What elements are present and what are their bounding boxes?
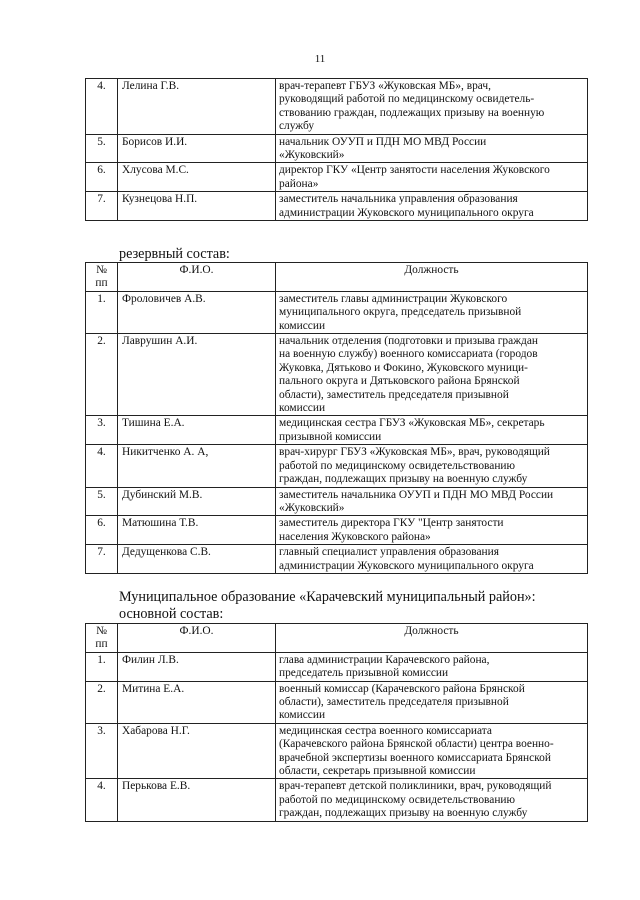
person-name: Хабарова Н.Г.: [118, 723, 276, 779]
table-row: [86, 192, 588, 221]
reserve-table: [85, 262, 588, 574]
position-line: службу: [279, 120, 315, 133]
position-line: Жуковка, Дятьково и Фокино, Жуковского муници-: [279, 361, 528, 374]
position-line: комиссии: [279, 319, 326, 332]
position-line: области), заместитель председателя призывной: [279, 696, 509, 709]
members-table-continued: [85, 78, 588, 221]
row-number: 1.: [86, 291, 118, 333]
table-header-row: [86, 263, 588, 292]
table-row: [86, 291, 588, 333]
position-line: населения Жуковского района»: [279, 530, 431, 543]
table-row: [86, 445, 588, 487]
row-number: 3.: [86, 416, 118, 445]
reserve-section-label: резервный состав:: [119, 246, 230, 262]
table-row: [86, 723, 588, 779]
row-number: 6.: [86, 163, 118, 192]
table-row: [86, 79, 588, 135]
position-line: пального округа и Дятьковского района Брянской: [279, 375, 520, 388]
position-cell: [276, 779, 588, 821]
table-row: [86, 334, 588, 416]
position-cell: [276, 134, 588, 163]
row-number: 4.: [86, 79, 118, 135]
main-table: [85, 623, 588, 822]
row-number: 2.: [86, 681, 118, 723]
position-line: комиссии: [279, 709, 326, 722]
position-line: заместитель начальника ОУУП и ПДН МО МВД России: [279, 488, 554, 501]
position-cell: [276, 487, 588, 516]
person-name: Хлусова М.С.: [118, 163, 276, 192]
position-line: заместитель начальника управления образования: [279, 193, 518, 206]
position-cell: [276, 652, 588, 681]
row-number: 4.: [86, 445, 118, 487]
position-line: военный комиссар (Карачевского района Брянской: [279, 682, 525, 695]
position-cell: [276, 291, 588, 333]
table-row: [86, 681, 588, 723]
person-name: Кузнецова Н.П.: [118, 192, 276, 221]
position-line: работой по медицинскому освидетельствованию: [279, 793, 516, 806]
position-line: врач-терапевт ГБУЗ «Жуковская МБ», врач,: [279, 80, 491, 92]
position-cell: [276, 445, 588, 487]
position-cell: [276, 192, 588, 221]
column-header-position: Должность: [276, 263, 588, 292]
position-line: на военную службу) военного комиссариата (городов: [279, 348, 538, 361]
position-line: администрации Жуковского муниципального округа: [279, 559, 534, 572]
position-line: области), заместитель председателя призывной: [279, 388, 509, 401]
position-line: (Карачевского района Брянской области) центра военно-: [279, 738, 554, 751]
table-row: [86, 487, 588, 516]
position-line: граждан, подлежащих призыву на военную службу: [279, 473, 528, 486]
position-line: призывной комиссии: [279, 430, 382, 443]
table-row: [86, 163, 588, 192]
position-cell: [276, 163, 588, 192]
column-header-number: № пп: [86, 263, 118, 292]
person-name: Митина Е.А.: [118, 681, 276, 723]
table-row: [86, 134, 588, 163]
position-line: медицинская сестра военного комиссариата: [279, 724, 492, 737]
position-line: области, секретарь призывной комиссии: [279, 765, 476, 778]
position-line: работой по медицинскому освидетельствованию: [279, 459, 516, 472]
column-header-name: Ф.И.О.: [118, 624, 276, 653]
table-row: [86, 545, 588, 574]
position-line: медицинская сестра ГБУЗ «Жуковская МБ», секретарь: [279, 417, 545, 430]
position-cell: [276, 723, 588, 779]
row-number: 1.: [86, 652, 118, 681]
position-line: «Жуковский»: [279, 501, 345, 514]
person-name: Дубинский М.В.: [118, 487, 276, 516]
position-cell: [276, 334, 588, 416]
person-name: Филин Л.В.: [118, 652, 276, 681]
table-header-row: [86, 624, 588, 653]
position-line: врач-хирург ГБУЗ «Жуковская МБ», врач, руководящий: [279, 446, 550, 459]
table-row: [86, 779, 588, 821]
position-line: начальник ОУУП и ПДН МО МВД России: [279, 135, 487, 148]
position-line: ствованию граждан, подлежащих призыву на военную: [279, 106, 545, 119]
row-number: 5.: [86, 134, 118, 163]
position-line: врач-терапевт детской поликлиники, врач, руководящий: [279, 780, 552, 793]
row-number: 4.: [86, 779, 118, 821]
table-row: [86, 652, 588, 681]
person-name: Матюшина Т.В.: [118, 516, 276, 545]
position-line: муниципального округа, председатель призывной: [279, 306, 522, 319]
position-cell: [276, 79, 588, 135]
position-line: руководящий работой по медицинскому освидетель-: [279, 93, 535, 106]
position-line: главный специалист управления образования: [279, 546, 499, 559]
column-header-number: № пп: [86, 624, 118, 653]
position-cell: [276, 545, 588, 574]
position-line: начальник отделения (подготовки и призыва граждан: [279, 335, 538, 348]
position-line: врачебной экспертизы военного комиссариата Брянской: [279, 751, 551, 764]
position-cell: [276, 681, 588, 723]
person-name: Дедущенкова С.В.: [118, 545, 276, 574]
municipality-heading: Муниципальное образование «Карачевский муниципальный район»:: [119, 589, 536, 605]
table-body: [86, 652, 588, 821]
person-name: Фроловичев А.В.: [118, 291, 276, 333]
position-cell: [276, 416, 588, 445]
row-number: 6.: [86, 516, 118, 545]
position-line: директор ГКУ «Центр занятости населения Жуковского: [279, 164, 550, 177]
position-line: комиссии: [279, 402, 326, 415]
person-name: Перькова Е.В.: [118, 779, 276, 821]
person-name: Лаврушин А.И.: [118, 334, 276, 416]
row-number: 5.: [86, 487, 118, 516]
table-body: [86, 291, 588, 573]
position-cell: [276, 516, 588, 545]
row-number: 3.: [86, 723, 118, 779]
position-line: заместитель главы администрации Жуковского: [279, 292, 508, 305]
table-body: [86, 79, 588, 221]
person-name: Никитченко А. А,: [118, 445, 276, 487]
person-name: Тишина Е.А.: [118, 416, 276, 445]
position-line: граждан, подлежащих призыву на военную службу: [279, 807, 528, 820]
position-line: района»: [279, 177, 319, 190]
person-name: Борисов И.И.: [118, 134, 276, 163]
row-number: 2.: [86, 334, 118, 416]
position-line: «Жуковский»: [279, 149, 345, 162]
position-line: заместитель директора ГКУ "Центр занятости: [279, 517, 504, 530]
table-row: [86, 516, 588, 545]
position-line: администрации Жуковского муниципального округа: [279, 206, 534, 219]
row-number: 7.: [86, 192, 118, 221]
position-line: председатель призывной комиссии: [279, 667, 449, 680]
position-line: глава администрации Карачевского района,: [279, 653, 490, 666]
main-section-label: основной состав:: [119, 606, 224, 622]
page-number: 11: [314, 53, 326, 65]
column-header-position: Должность: [276, 624, 588, 653]
column-header-name: Ф.И.О.: [118, 263, 276, 292]
table-row: [86, 416, 588, 445]
row-number: 7.: [86, 545, 118, 574]
person-name: Лелина Г.В.: [118, 79, 276, 135]
